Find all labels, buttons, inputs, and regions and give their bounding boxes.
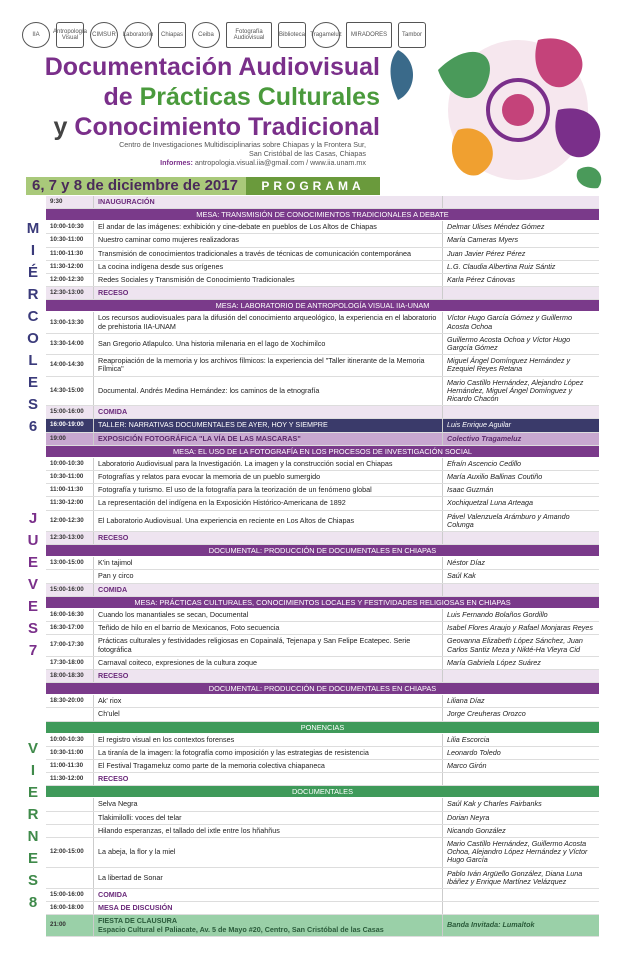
row-activity: Tlakimilolli: voces del telar	[94, 812, 443, 824]
schedule-row	[46, 868, 599, 889]
row-time: 12:30-13:00	[46, 532, 94, 544]
schedule-row	[46, 584, 599, 597]
schedule-row	[46, 433, 599, 446]
row-speaker	[443, 773, 599, 785]
row-speaker	[443, 287, 599, 299]
row-activity: Los recursos audiovisuales para la difusión del conocimiento arqueológico, la experiencia en el laboratorio de prehistoria IIA-UNAM	[94, 312, 443, 332]
day-letter: V	[27, 740, 38, 757]
row-activity: RECESO	[94, 532, 443, 544]
schedule-row	[46, 570, 599, 583]
row-speaker: Mario Castillo Hernández, Alejandro López Hernández, Miguel Ángel Domínguez y Ricardo Chacón	[447, 377, 584, 404]
row-time: 11:30-12:00	[46, 773, 94, 785]
day-letter: R	[27, 286, 39, 303]
row-activity: Reapropiación de la memoria y los archivos fílmicos: la experiencia del "Taller itinerante de la Memoria Fílmica"	[94, 355, 443, 375]
row-speaker: Pablo Iván Argüello González, Diana Luna Ibáñez y Enrique Martínez Velázquez	[447, 868, 583, 886]
row-time: 14:00-14:30	[46, 355, 94, 375]
day-letter: N	[27, 828, 39, 845]
schedule-row	[46, 334, 599, 355]
section-header: DOCUMENTALES	[46, 786, 599, 798]
row-time: 15:00-16:00	[46, 584, 94, 596]
day-letter: O	[27, 330, 39, 347]
row-time: 10:00-10:30	[46, 221, 94, 233]
row-activity: Fotografías y relatos para evocar la memoria de un pueblo sumergido	[94, 471, 443, 483]
schedule-row	[46, 471, 599, 484]
row-speaker: Liliana Díaz	[447, 696, 485, 706]
row-time	[46, 708, 94, 720]
row-activity: INAUGURACIÓN	[94, 196, 443, 208]
schedule-row	[46, 635, 599, 656]
row-time	[46, 868, 94, 888]
schedule-row	[46, 377, 599, 407]
sponsor-logo: Tragameluz	[312, 22, 340, 48]
schedule-row	[46, 406, 599, 419]
row-speaker: Xochiquetzal Luna Arteaga	[447, 498, 534, 508]
row-activity: Ak' riox	[94, 695, 443, 707]
day-letter: É	[27, 264, 38, 281]
schedule-row	[46, 695, 599, 708]
row-speaker: Jorge Creuheras Orozco	[447, 709, 526, 719]
day-letter: I	[30, 242, 36, 259]
row-activity: Pan y circo	[94, 570, 443, 582]
row-time: 9:30	[46, 196, 94, 208]
row-time: 21:00	[46, 915, 94, 935]
sponsor-logo: CIMSUR	[90, 22, 118, 48]
row-activity: RECESO	[94, 670, 443, 682]
row-time: 12:00-12:30	[46, 274, 94, 286]
row-speaker: Saúl Kak y Charles Fairbanks	[447, 799, 542, 809]
row-activity: RECESO	[94, 287, 443, 299]
section-header: MESA: PRÁCTICAS CULTURALES, CONOCIMIENTOS LOCALES Y FESTIVIDADES RELIGIOSAS EN CHIAPAS	[46, 597, 599, 609]
day-jueves	[24, 508, 42, 662]
row-activity: La libertad de Sonar	[94, 868, 443, 888]
row-activity: El andar de las imágenes: exhibición y cine-debate en pueblos de Los Altos de Chiapas	[94, 221, 443, 233]
row-speaker: Banda Invitada: Lumaltok	[447, 920, 535, 930]
sponsor-logo: Tambor	[398, 22, 426, 48]
row-time: 18:30-20:00	[46, 695, 94, 707]
day-letter: E	[27, 850, 38, 867]
row-time: 10:30-11:00	[46, 471, 94, 483]
row-activity: FIESTA DE CLAUSURA Espacio Cultural el Paliacate, Av. 5 de Mayo #20, Centro, San Cristóbal de las Casas	[94, 915, 443, 935]
row-activity: La cocina indígena desde sus orígenes	[94, 261, 443, 273]
row-time: 15:00-16:00	[46, 889, 94, 901]
schedule-row	[46, 196, 599, 209]
row-time	[46, 825, 94, 837]
schedule-row	[46, 747, 599, 760]
day-viernes	[24, 738, 42, 914]
row-speaker: Nicando González	[447, 825, 506, 835]
schedule-row	[46, 248, 599, 261]
day-letter: S	[27, 872, 38, 889]
row-speaker: Colectivo Tragameluz	[447, 433, 522, 443]
section-header: MESA: EL USO DE LA FOTOGRAFÍA EN LOS PROCESOS DE INVESTIGACIÓN SOCIAL	[46, 446, 599, 458]
day-letter: I	[30, 762, 36, 779]
day-letter: E	[27, 784, 38, 801]
row-activity: Carnaval coiteco, expresiones de la cultura zoque	[94, 657, 443, 669]
day-letter: S	[27, 620, 38, 637]
day-letter: 6	[28, 418, 38, 435]
schedule-row	[46, 355, 599, 376]
row-activity: Cuando los manantiales se secan, Documental	[94, 609, 443, 621]
sponsor-logo: Fotografía Audiovisual	[226, 22, 272, 48]
schedule-row	[46, 657, 599, 670]
row-time: 19:00	[46, 433, 94, 445]
row-speaker	[443, 670, 599, 682]
row-speaker: Pável Valenzuela Arámburo y Amando Colunga	[447, 511, 570, 529]
sponsor-logo: IIA	[22, 22, 50, 48]
row-activity: Ch'ulel	[94, 708, 443, 720]
row-speaker: Luis Fernando Bolaños Gordillo	[447, 609, 548, 619]
row-speaker: L.G. Claudia Albertina Ruiz Sántiz	[447, 261, 556, 271]
row-speaker: María Gabriela López Suárez	[447, 657, 541, 667]
row-time: 12:30-13:00	[46, 287, 94, 299]
schedule-row	[46, 798, 599, 811]
day-letter: J	[28, 510, 38, 527]
row-activity: TALLER: NARRATIVAS DOCUMENTALES DE AYER, HOY Y SIEMPRE	[94, 419, 443, 431]
row-activity: El Festival Tragameluz como parte de la memoria colectiva chiapaneca	[94, 760, 443, 772]
schedule-row	[46, 609, 599, 622]
row-speaker	[443, 532, 599, 544]
row-speaker: Isaac Guzmán	[447, 485, 494, 495]
row-time: 11:00-11:30	[46, 760, 94, 772]
row-speaker: Karla Pérez Cánovas	[447, 275, 515, 285]
row-speaker: Geovanna Elizabeth López Sánchez, Juan Carlos Santiz Meza y Nikté-Ha Vleyra Cid	[447, 636, 583, 654]
row-time: 11:30-12:00	[46, 261, 94, 273]
row-speaker: Luis Enrique Aguilar	[447, 420, 512, 430]
floral-decoration	[378, 30, 613, 190]
schedule-row	[46, 532, 599, 545]
row-speaker: Mario Castillo Hernández, Guillermo Acosta Ochoa, Alejandro López Hernández y Víctor Hugo García	[447, 838, 588, 865]
row-activity: Nuestro caminar como mujeres realizadoras	[94, 234, 443, 246]
row-activity: EXPOSICIÓN FOTOGRÁFICA "LA VÍA DE LAS MASCARAS"	[94, 433, 443, 445]
row-speaker: Néstor Díaz	[447, 558, 485, 568]
row-activity: MESA DE DISCUSIÓN	[94, 902, 443, 914]
section-header: PONENCIAS	[46, 722, 599, 734]
schedule-row	[46, 773, 599, 786]
row-speaker: Miguel Ángel Domínguez Hernández y Ezequiel Reyes Retana	[447, 356, 571, 374]
row-speaker: Guillermo Acosta Ochoa y Víctor Hugo Gargcía Gómez	[447, 334, 571, 353]
day-letter: 7	[28, 642, 38, 659]
row-activity: COMIDA	[94, 406, 443, 418]
row-activity: Transmisión de conocimientos tradicionales a través de técnicas de comunicación contemporánea	[94, 248, 443, 260]
schedule-row	[46, 312, 599, 333]
day-letter: E	[27, 598, 38, 615]
day-letter: 8	[28, 894, 38, 911]
schedule-row	[46, 902, 599, 915]
sponsor-logo: MIRADORES	[346, 22, 392, 48]
schedule-row	[46, 221, 599, 234]
row-time: 16:00-18:00	[46, 902, 94, 914]
row-time	[46, 798, 94, 810]
schedule-row	[46, 419, 599, 432]
schedule-row	[46, 511, 599, 532]
row-speaker: Delmar Ulises Méndez Gómez	[447, 222, 545, 232]
day-letter: S	[27, 396, 38, 413]
row-activity: Teñido de hilo en el barrio de Mexicanos, Foto secuencia	[94, 622, 443, 634]
schedule-table	[46, 196, 599, 937]
row-time: 11:30-12:00	[46, 497, 94, 509]
row-speaker: María Auxilio Ballinas Coutiño	[447, 472, 543, 482]
row-time: 16:00-19:00	[46, 419, 94, 431]
schedule-row	[46, 889, 599, 902]
row-speaker	[443, 196, 599, 208]
schedule-row	[46, 760, 599, 773]
row-time: 14:30-15:00	[46, 377, 94, 406]
section-header: MESA: LABORATORIO DE ANTROPOLOGÍA VISUAL IIA-UNAM	[46, 300, 599, 312]
row-activity: San Gregorio Atlapulco. Una historia milenaria en el lago de Xochimilco	[94, 334, 443, 354]
day-letter: V	[27, 576, 38, 593]
row-time	[46, 570, 94, 582]
row-speaker: Saúl Kak	[447, 571, 476, 581]
row-speaker: Isabel Flores Araujo y Rafael Monjaras Reyes	[447, 623, 593, 633]
subtitle: Centro de Investigaciones Multidisciplinarias sobre Chiapas y la Frontera Sur, San Cristóbal de las Casas, Chiapas Informes: antropologia.visual.iia@gmail.com / www.iia.unam.mx	[119, 140, 366, 167]
row-activity: La abeja, la flor y la miel	[94, 838, 443, 867]
section-header: MESA: TRANSMISIÓN DE CONOCIMIENTOS TRADICIONALES A DEBATE	[46, 209, 599, 221]
sponsor-logo: Antropología Visual	[56, 22, 84, 48]
schedule-row	[46, 734, 599, 747]
row-time: 12:00-15:00	[46, 838, 94, 867]
row-activity: K'in tajimol	[94, 557, 443, 569]
row-speaker: Lilia Escorcia	[447, 734, 490, 744]
row-speaker	[443, 902, 599, 914]
row-activity: Laboratorio Audiovisual para la Investigación. La imagen y la construcción social en Chiapas	[94, 458, 443, 470]
day-letter: L	[28, 352, 38, 369]
row-activity: Prácticas culturales y festividades religiosas en Copainalá, Tejenapa y San Felipe Ecatepec. Serie fotográfica	[94, 635, 443, 655]
day-miercoles	[24, 218, 42, 438]
row-speaker	[443, 889, 599, 901]
sponsor-logo: Biblioteca	[278, 22, 306, 48]
row-speaker: Leonardo Toledo	[447, 747, 501, 757]
schedule-row	[46, 287, 599, 300]
row-time: 18:00-18:30	[46, 670, 94, 682]
row-speaker: Juan Javier Pérez Pérez	[447, 248, 526, 258]
day-letter: E	[27, 554, 38, 571]
row-activity: El registro visual en los contextos forenses	[94, 734, 443, 746]
schedule-row	[46, 497, 599, 510]
row-time: 10:30-11:00	[46, 747, 94, 759]
row-speaker: María Cameras Myers	[447, 235, 519, 245]
row-time: 13:00-13:30	[46, 312, 94, 332]
schedule-row	[46, 622, 599, 635]
row-activity: COMIDA	[94, 889, 443, 901]
section-header: DOCUMENTAL: PRODUCCIÓN DE DOCUMENTALES EN CHIAPAS	[46, 545, 599, 557]
row-activity: La representación del indígena en la Exposición Histórico-Americana de 1892	[94, 497, 443, 509]
day-letter: U	[27, 532, 39, 549]
row-time: 11:00-11:30	[46, 248, 94, 260]
sponsor-logo: Chiapas	[158, 22, 186, 48]
row-time: 17:00-17:30	[46, 635, 94, 655]
row-activity: Hilando esperanzas, el tallado del ixtle entre los hñahñus	[94, 825, 443, 837]
day-letter: E	[27, 374, 38, 391]
schedule-row	[46, 274, 599, 287]
row-speaker	[443, 406, 599, 418]
schedule-row	[46, 825, 599, 838]
row-time: 10:30-11:00	[46, 234, 94, 246]
row-speaker: Dorian Neyra	[447, 812, 490, 822]
schedule-row	[46, 670, 599, 683]
row-time: 11:00-11:30	[46, 484, 94, 496]
row-activity: COMIDA	[94, 584, 443, 596]
row-time: 10:00-10:30	[46, 734, 94, 746]
row-activity: Selva Negra	[94, 798, 443, 810]
row-time: 15:00-16:00	[46, 406, 94, 418]
schedule-row	[46, 838, 599, 868]
sponsor-logo: Laboratorio	[124, 22, 152, 48]
row-activity: La tiranía de la imagen: la fotografía como imposición y las estrategias de resistencia	[94, 747, 443, 759]
row-activity: El Laboratorio Audiovisual. Una experiencia en reciente en Los Altos de Chiapas	[94, 511, 443, 531]
programa-label: PROGRAMA	[246, 177, 380, 195]
row-speaker: Efraín Ascencio Cedillo	[447, 458, 522, 468]
row-time: 16:00-16:30	[46, 609, 94, 621]
sponsor-logo: Ceiba	[192, 22, 220, 48]
section-header: DOCUMENTAL: PRODUCCIÓN DE DOCUMENTALES EN CHIAPAS	[46, 683, 599, 695]
row-time: 13:00-15:00	[46, 557, 94, 569]
schedule-row	[46, 261, 599, 274]
schedule-row	[46, 708, 599, 721]
row-activity: RECESO	[94, 773, 443, 785]
row-time: 10:00-10:30	[46, 458, 94, 470]
row-speaker	[443, 584, 599, 596]
schedule-row	[46, 812, 599, 825]
schedule-row	[46, 915, 599, 936]
row-time: 16:30-17:00	[46, 622, 94, 634]
schedule-row	[46, 458, 599, 471]
schedule-row	[46, 234, 599, 247]
row-speaker: Víctor Hugo García Gómez y Guillermo Acosta Ochoa	[447, 313, 573, 331]
row-time: 13:30-14:00	[46, 334, 94, 354]
day-letter: C	[27, 308, 39, 325]
row-time: 12:00-12:30	[46, 511, 94, 531]
row-activity: Redes Sociales y Transmisión de Conocimiento Tradicionales	[94, 274, 443, 286]
schedule-row	[46, 557, 599, 570]
row-activity: Documental. Andrés Medina Hernández: los caminos de la etnografía	[94, 377, 443, 406]
page-title: Documentación Audiovisual de Prácticas Culturales y Conocimiento Tradicional	[44, 53, 380, 141]
date-bar: 6, 7 y 8 de diciembre de 2017	[26, 177, 246, 195]
day-letter: R	[27, 806, 39, 823]
row-time: 17:30-18:00	[46, 657, 94, 669]
row-activity: Fotografía y turismo. El uso de la fotografía para la teorización de un fenómeno global	[94, 484, 443, 496]
row-time	[46, 812, 94, 824]
schedule-row	[46, 484, 599, 497]
row-speaker: Marco Girón	[447, 760, 487, 770]
day-letter: M	[26, 220, 40, 237]
